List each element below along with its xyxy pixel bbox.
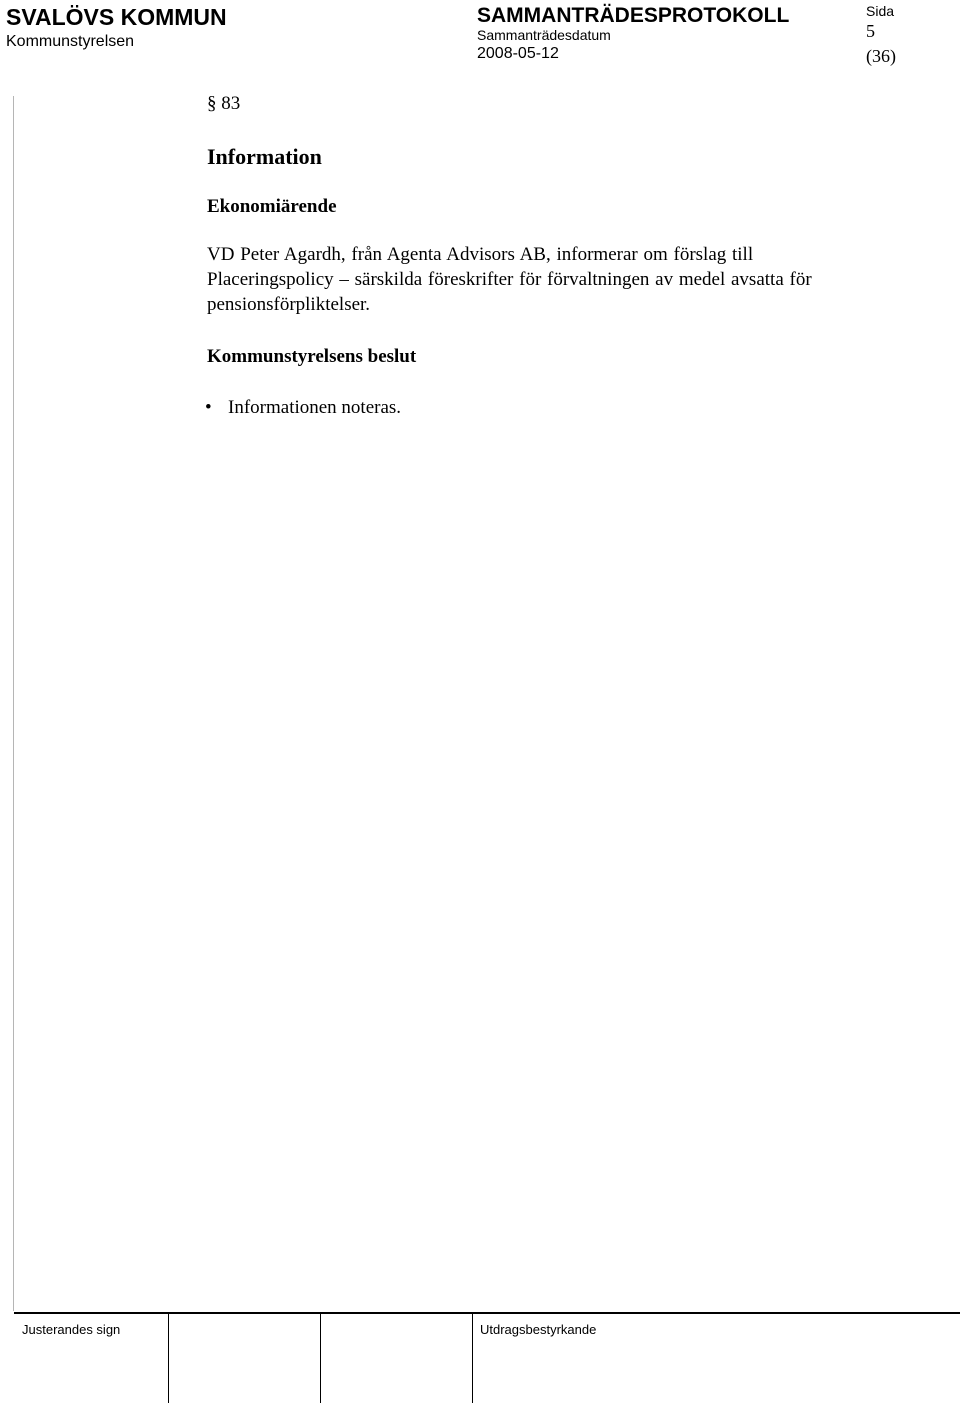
page-label: Sida <box>866 3 895 19</box>
page-number: 5 <box>866 21 875 41</box>
bullet-icon: • <box>205 397 212 418</box>
section-number: § 83 <box>207 93 241 114</box>
decision-item: Informationen noteras. <box>228 397 402 418</box>
margin-rule <box>13 96 14 1311</box>
section-title: Information <box>207 144 322 169</box>
body-text-line: VD Peter Agardh, från Agenta Advisors AB, informerar om förslag till <box>207 244 754 265</box>
page-total: (36) <box>866 46 896 66</box>
signature-cell-divider <box>320 1314 321 1403</box>
decision-heading: Kommunstyrelsens beslut <box>207 346 417 367</box>
signature-cell-divider <box>168 1314 169 1403</box>
meeting-date-label: Sammanträdesdatum <box>477 27 611 43</box>
signature-cell-divider <box>472 1314 473 1403</box>
extract-certification-label: Utdragsbestyrkande <box>480 1322 597 1337</box>
meeting-date-value: 2008-05-12 <box>477 45 559 62</box>
organization-name: SVALÖVS KOMMUN <box>6 4 227 30</box>
document-title: SAMMANTRÄDESPROTOKOLL <box>477 4 790 27</box>
body-text-line: pensionsförpliktelser. <box>207 294 371 315</box>
organization-unit: Kommunstyrelsen <box>6 33 135 50</box>
signature-label: Justerandes sign <box>22 1322 121 1337</box>
body-text-line: Placeringspolicy – särskilda föreskrifter för förvaltningen av medel avsatta för <box>207 269 812 290</box>
topic-heading: Ekonomiärende <box>207 196 337 217</box>
